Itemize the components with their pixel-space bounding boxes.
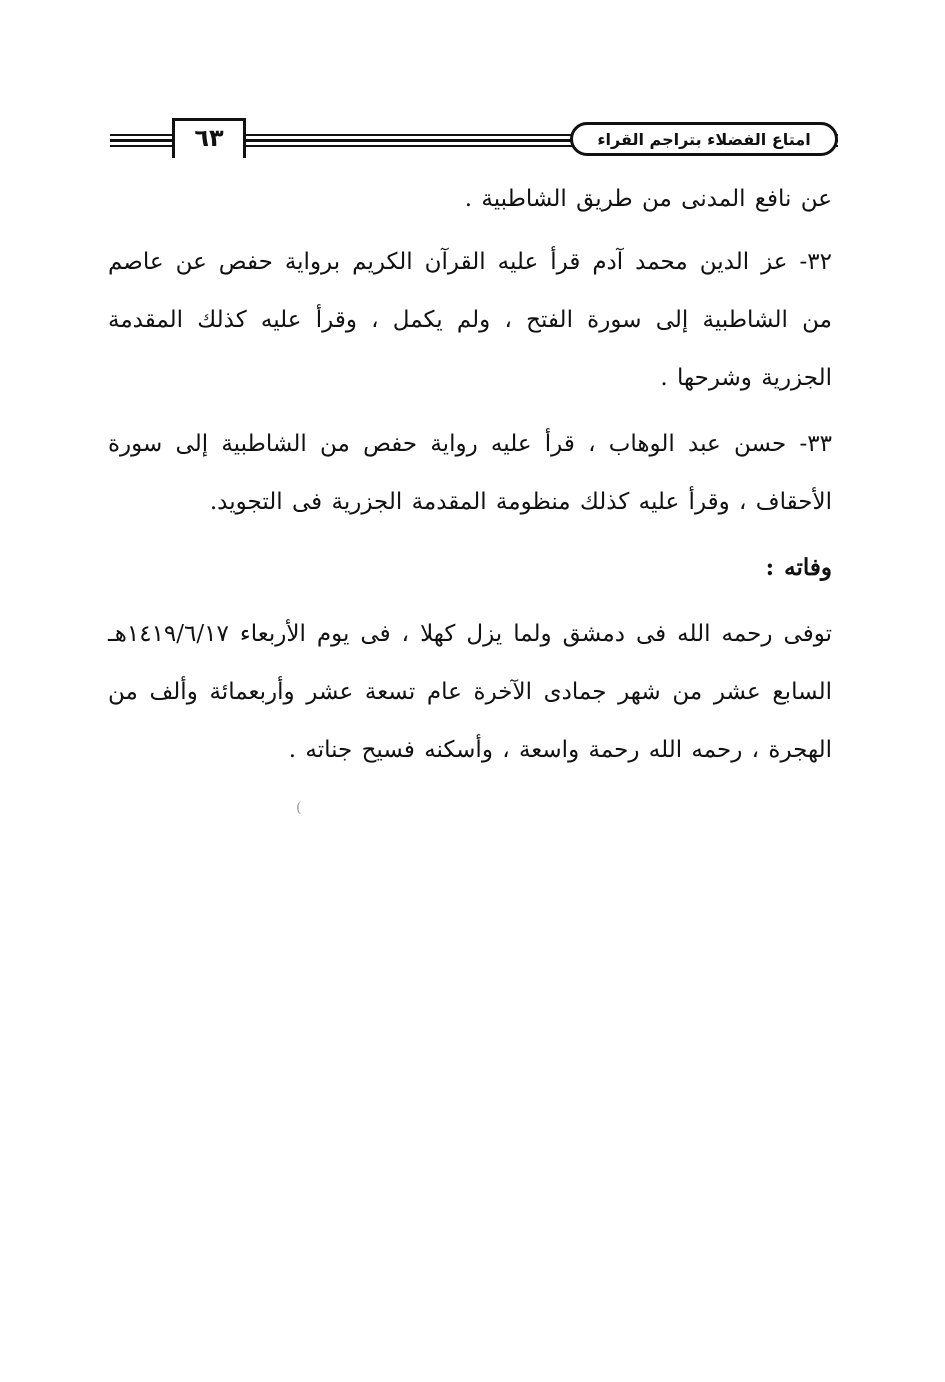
page-number: ٦٣ — [172, 118, 246, 158]
section-heading-death: وفاته : — [765, 554, 832, 581]
running-header — [110, 118, 838, 166]
paragraph-continuation: عن نافع المدنى من طريق الشاطبية . — [464, 186, 832, 212]
paragraph-death: توفى رحمه الله فى دمشق ولما يزل كهلا ، فى يوم الأربعاء ١٤١٩/٦/١٧هـ السابع عشر من شهر جمادى الآخرة عام تسعة عشر وأربعمائة وألف من الهجرة ، رحمه الله رحمة واسعة ، وأسكنه فسيح جناته . — [108, 621, 832, 763]
page-body — [108, 170, 832, 779]
stray-mark: ( — [296, 800, 302, 816]
book-title: امتاع الفضلاء بتراجم القراء — [570, 122, 838, 156]
paragraph-entry-32: ٣٢- عز الدين محمد آدم قرأ عليه القرآن الكريم برواية حفص عن عاصم من الشاطبية إلى سورة الفتح ، ولم يكمل ، وقرأ عليه كذلك المقدمة الجزرية وشرحها . — [108, 249, 832, 391]
paragraph-entry-33: ٣٣- حسن عبد الوهاب ، قرأ عليه رواية حفص من الشاطبية إلى سورة الأحقاف ، وقرأ عليه كذلك منظومة المقدمة الجزرية فى التجويد. — [108, 431, 832, 515]
